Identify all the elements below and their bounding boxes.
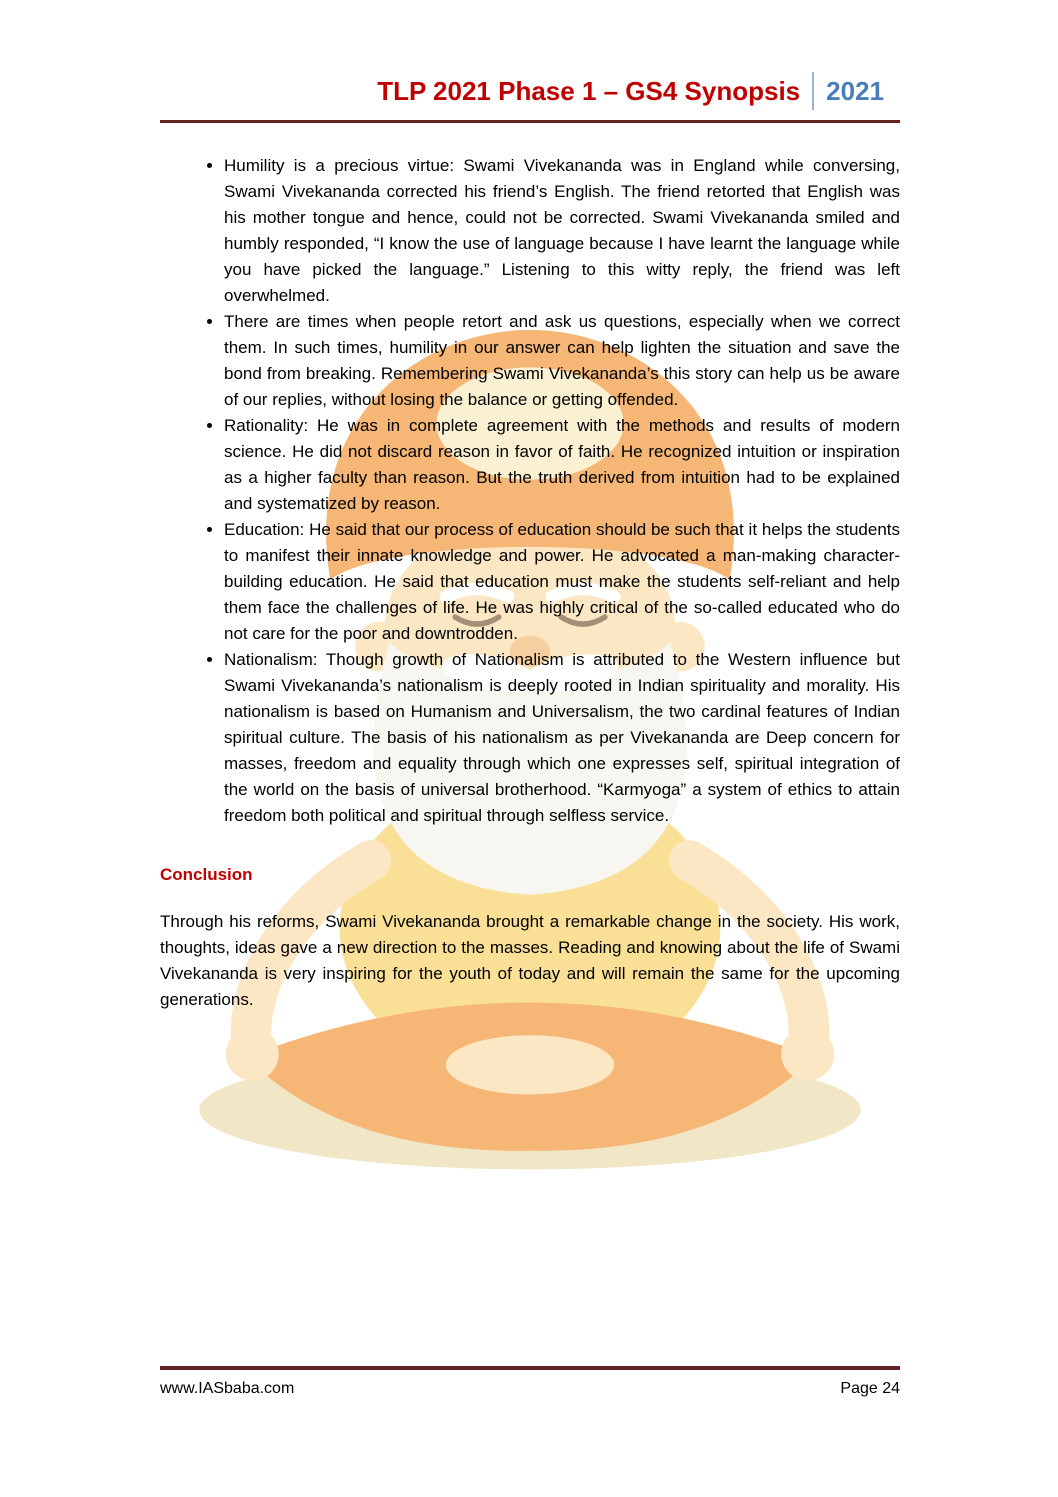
bullet-item-retort: • There are times when people retort and ask us questions, especially when we correct them. In such times, humility in our answer can help lighten the situation and save the bond from breaking. Remembering Swami Vivekananda’s this story can help us be aware of our replies, without losing the balance or getting offended. — [224, 309, 900, 413]
footer-website: www.IASbaba.com — [160, 1380, 295, 1397]
footer-rule — [160, 1366, 900, 1370]
footer-page-number: Page 24 — [840, 1380, 900, 1397]
bullet-item-rationality: • Rationality: He was in complete agreement with the methods and results of modern science. He did not discard reason in favor of faith. He recognized intuition or inspiration as a higher faculty than reason. But the truth derived from intuition had to be explained and systematized by reason. — [224, 413, 900, 517]
bullet-list — [160, 153, 900, 829]
watermark-right-hand — [781, 1027, 834, 1080]
footer-row — [160, 1380, 900, 1398]
document-title: TLP 2021 Phase 1 – GS4 Synopsis — [377, 75, 801, 106]
page-footer — [160, 1366, 900, 1398]
bullet-item-education: • Education: He said that our process of education should be such that it helps the students to manifest their innate knowledge and power. He advocated a man-making character-building education. He said that education must make the students self-reliant and help them face the challenges of life. He was highly critical of the so-called educated who do not care for the poor and downtrodden. — [224, 517, 900, 647]
document-year: 2021 — [826, 75, 884, 106]
conclusion-heading: Conclusion — [160, 865, 253, 884]
header-divider — [812, 72, 814, 110]
bullet-item-nationalism: • Nationalism: Though growth of Nationalism is attributed to the Western influence but Swami Vivekananda’s nationalism is deeply rooted in Indian spirituality and morality. His nationalism is based on Humanism and Universalism, the two cardinal features of Indian spiritual culture. The basis of his nationalism as per Vivekananda are Deep concern for masses, freedom and equality through which one expresses self, spiritual integration of the world on the basis of universal brotherhood. “Karmyoga” a system of ethics to attain freedom both political and spiritual through selfless service. — [224, 647, 900, 829]
bullet-item-humility: • Humility is a precious virtue: Swami Vivekananda was in England while conversing, Swami Vivekananda corrected his friend’s English. The friend retorted that English was his mother tongue and hence, could not be corrected. Swami Vivekananda smiled and humbly responded, “I know the use of language because I have learnt the language while you have picked the language.” Listening to this witty reply, the friend was left overwhelmed. — [224, 153, 900, 309]
header-title-group — [377, 72, 900, 110]
watermark-feet — [446, 1035, 615, 1094]
conclusion-paragraph: Through his reforms, Swami Vivekananda brought a remarkable change in the society. His work, thoughts, ideas gave a new direction to the masses. Reading and knowing about the life of Swami Vivekananda is very inspiring for the youth of today and will remain the same for the upcoming generations. — [160, 912, 900, 1009]
watermark-left-hand — [226, 1027, 279, 1080]
page-header — [160, 72, 900, 123]
